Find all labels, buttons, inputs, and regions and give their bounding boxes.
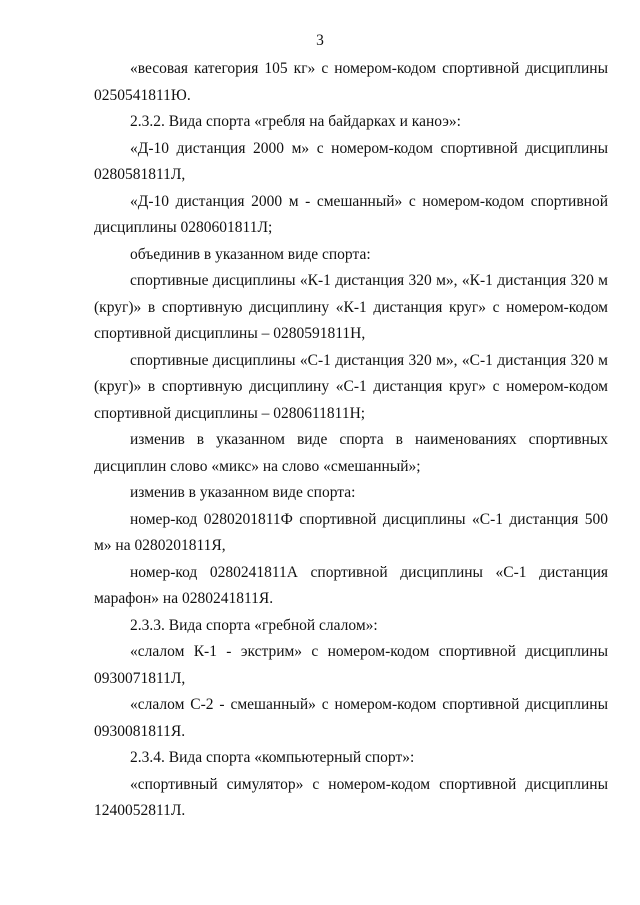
- paragraph-9: изменив в указанном виде спорта:: [130, 484, 356, 501]
- paragraph-3: «Д-10 дистанция 2000 м» с номером-кодом спортивной дисциплины 0280581811Л,: [94, 139, 608, 183]
- paragraph-16: «спортивный симулятор» с номером-кодом спортивной дисциплины 1240052811Л.: [94, 775, 608, 819]
- paragraph-13: «слалом К-1 - экстрим» с номером-кодом спортивной дисциплины 0930071811Л,: [94, 643, 608, 687]
- paragraph-6: спортивные дисциплины «К-1 дистанция 320 м», «К-1 дистанция 320 м (круг)» в спортивную дисциплину «К-1 дистанция круг» с номером-кодом спортивной дисциплины – 0280591811Н,: [94, 272, 608, 342]
- paragraph-15: 2.3.4. Вида спорта «компьютерный спорт»:: [130, 749, 415, 766]
- paragraph-1: «весовая категория 105 кг» с номером-кодом спортивной дисциплины 0250541811Ю.: [94, 60, 608, 104]
- paragraph-8: изменив в указанном виде спорта в наименованиях спортивных дисциплин слово «микс» на слово «смешанный»;: [94, 431, 608, 475]
- document-body: [94, 56, 608, 825]
- paragraph-10: номер-код 0280201811Ф спортивной дисциплины «С-1 дистанция 500 м» на 0280201811Я,: [94, 510, 608, 554]
- paragraph-14: «слалом С-2 - смешанный» с номером-кодом спортивной дисциплины 0930081811Я.: [94, 696, 608, 740]
- paragraph-4: «Д-10 дистанция 2000 м - смешанный» с номером-кодом спортивной дисциплины 0280601811Л;: [94, 192, 608, 236]
- paragraph-7: спортивные дисциплины «С-1 дистанция 320 м», «С-1 дистанция 320 м (круг)» в спортивную дисциплину «С-1 дистанция круг» с номером-кодом спортивной дисциплины – 0280611811Н;: [94, 351, 608, 422]
- paragraph-11: номер-код 0280241811А спортивной дисциплины «С-1 дистанция марафон» на 0280241811Я.: [94, 563, 608, 607]
- page-number: 3: [316, 32, 324, 49]
- paragraph-2: 2.3.2. Вида спорта «гребля на байдарках и каноэ»:: [130, 113, 461, 130]
- paragraph-12: 2.3.3. Вида спорта «гребной слалом»:: [130, 616, 378, 634]
- paragraph-5: объединив в указанном виде спорта:: [130, 245, 371, 263]
